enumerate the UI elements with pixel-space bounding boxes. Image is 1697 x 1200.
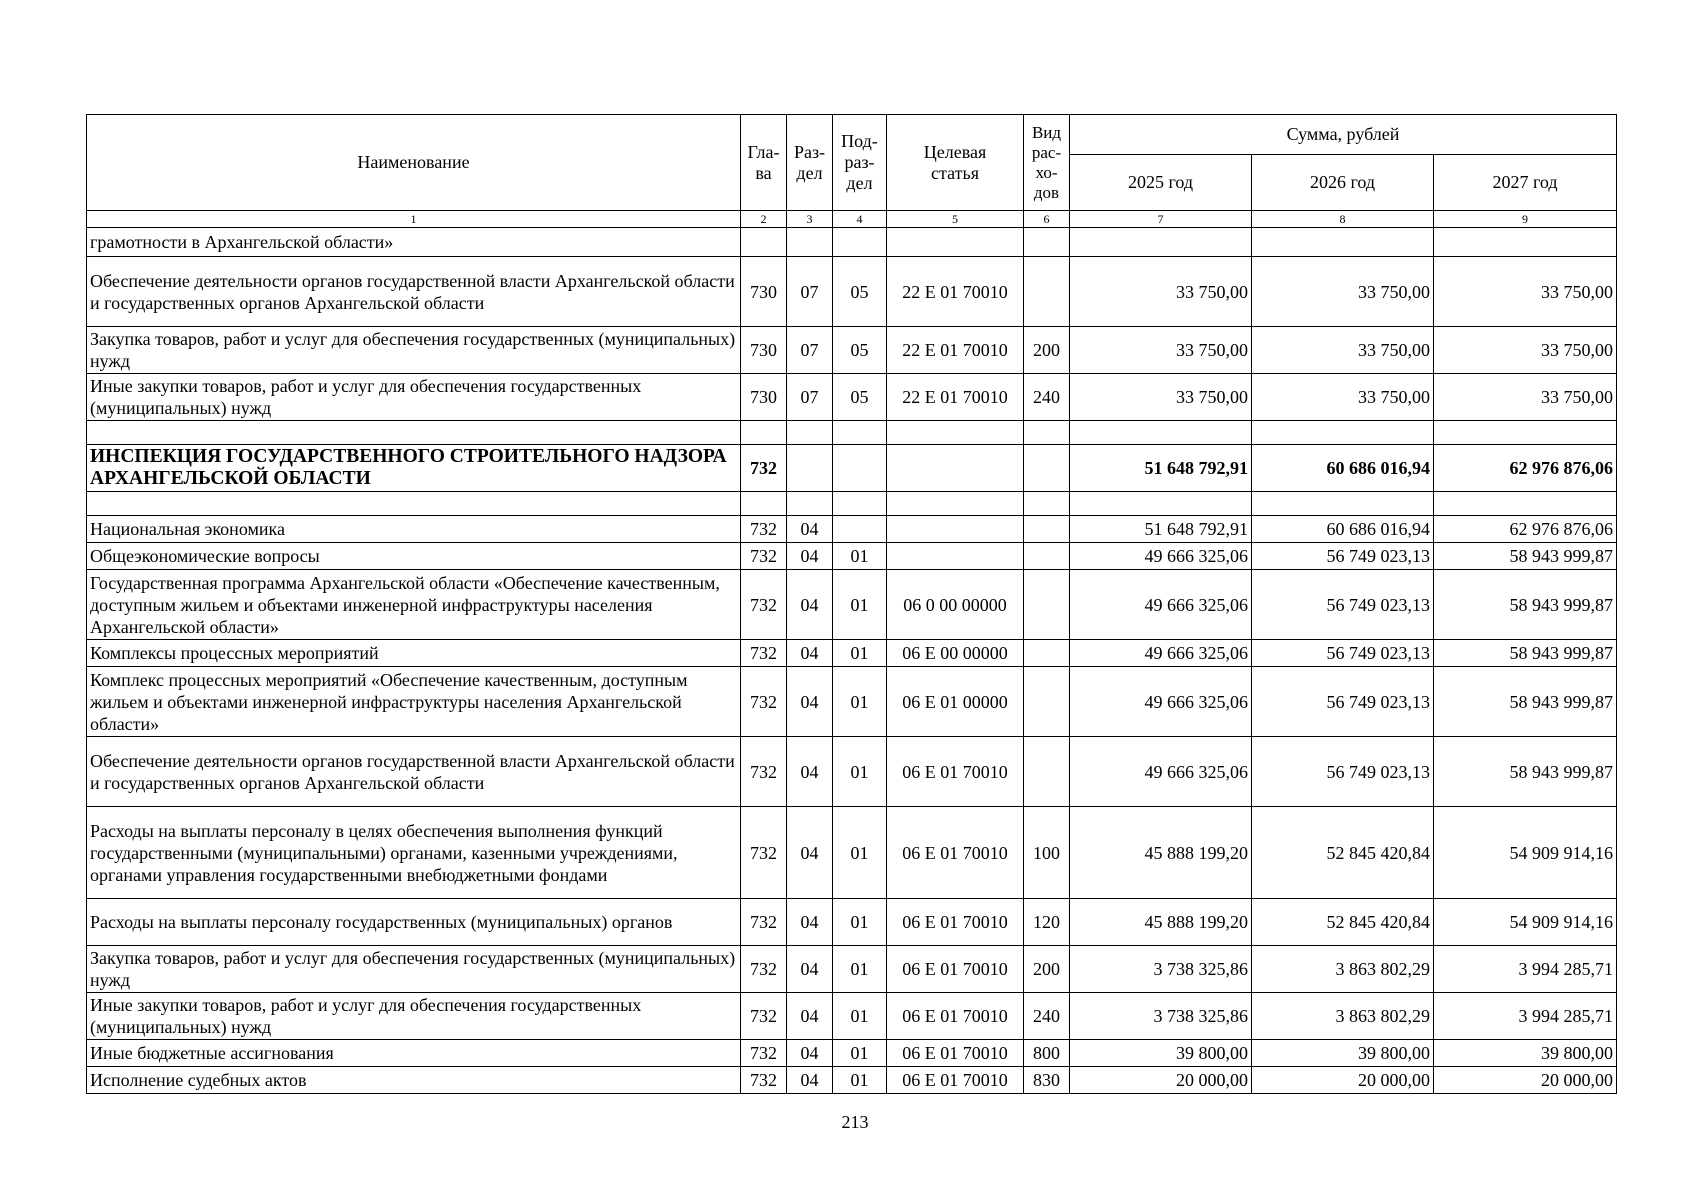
row-sum-2026: 56 749 023,13 — [1252, 570, 1434, 640]
row-glava: 732 — [741, 946, 787, 993]
table-row — [87, 228, 1617, 257]
row-sum-2026 — [1252, 228, 1434, 257]
row-sum-2025: 51 648 792,91 — [1070, 445, 1252, 492]
row-name: Обеспечение деятельности органов государственной власти Архангельской области и государственных органов Архангельской области — [87, 257, 741, 327]
header-name: Наименование — [87, 115, 741, 211]
header-year-2025: 2025 год — [1070, 155, 1252, 211]
row-target — [887, 445, 1024, 492]
row-sum-2026: 33 750,00 — [1252, 374, 1434, 421]
table-row — [87, 374, 1617, 421]
row-name: Общеэкономические вопросы — [87, 543, 741, 570]
row-vid — [1024, 516, 1070, 543]
table-row — [87, 492, 1617, 516]
row-razdel: 07 — [787, 327, 833, 374]
row-sum-2026: 39 800,00 — [1252, 1040, 1434, 1067]
row-target: 06 Е 01 70010 — [887, 1067, 1024, 1094]
row-vid — [1024, 570, 1070, 640]
row-sum-2027: 58 943 999,87 — [1434, 543, 1617, 570]
table-row — [87, 899, 1617, 946]
row-sum-2025: 33 750,00 — [1070, 257, 1252, 327]
row-glava — [741, 492, 787, 516]
row-sum-2027 — [1434, 228, 1617, 257]
row-sum-2025: 39 800,00 — [1070, 1040, 1252, 1067]
row-podrazdel: 05 — [833, 374, 887, 421]
row-podrazdel: 01 — [833, 667, 887, 737]
row-sum-2025: 33 750,00 — [1070, 327, 1252, 374]
row-name: Иные закупки товаров, работ и услуг для обеспечения государственных (муниципальных) нужд — [87, 374, 741, 421]
row-target — [887, 421, 1024, 445]
row-sum-2026: 3 863 802,29 — [1252, 946, 1434, 993]
row-sum-2027: 33 750,00 — [1434, 327, 1617, 374]
row-glava: 730 — [741, 327, 787, 374]
column-index: 1 — [87, 211, 741, 228]
row-sum-2027: 54 909 914,16 — [1434, 899, 1617, 946]
row-glava: 732 — [741, 445, 787, 492]
row-podrazdel: 01 — [833, 570, 887, 640]
row-glava: 732 — [741, 543, 787, 570]
row-podrazdel — [833, 445, 887, 492]
row-sum-2027: 33 750,00 — [1434, 374, 1617, 421]
row-name: Исполнение судебных актов — [87, 1067, 741, 1094]
table-row — [87, 327, 1617, 374]
table-row — [87, 1040, 1617, 1067]
row-sum-2027: 20 000,00 — [1434, 1067, 1617, 1094]
row-podrazdel — [833, 228, 887, 257]
row-vid — [1024, 667, 1070, 737]
column-index: 9 — [1434, 211, 1617, 228]
header-podrazdel: Под- раз- дел — [833, 115, 887, 211]
row-sum-2026 — [1252, 492, 1434, 516]
row-vid — [1024, 228, 1070, 257]
row-target — [887, 543, 1024, 570]
row-vid: 120 — [1024, 899, 1070, 946]
row-name — [87, 492, 741, 516]
row-sum-2025 — [1070, 228, 1252, 257]
column-index-row — [87, 211, 1617, 228]
row-podrazdel: 01 — [833, 543, 887, 570]
row-sum-2026: 56 749 023,13 — [1252, 667, 1434, 737]
header-year-2027: 2027 год — [1434, 155, 1617, 211]
row-sum-2025 — [1070, 492, 1252, 516]
row-sum-2026: 60 686 016,94 — [1252, 445, 1434, 492]
row-vid: 240 — [1024, 993, 1070, 1040]
column-index: 8 — [1252, 211, 1434, 228]
row-sum-2026: 60 686 016,94 — [1252, 516, 1434, 543]
table-row — [87, 807, 1617, 899]
row-sum-2027: 3 994 285,71 — [1434, 946, 1617, 993]
row-sum-2025: 3 738 325,86 — [1070, 946, 1252, 993]
row-sum-2026: 56 749 023,13 — [1252, 640, 1434, 667]
table-row — [87, 570, 1617, 640]
row-target: 06 Е 01 00000 — [887, 667, 1024, 737]
row-vid — [1024, 492, 1070, 516]
row-razdel: 07 — [787, 257, 833, 327]
row-glava: 732 — [741, 993, 787, 1040]
row-target: 22 Е 01 70010 — [887, 257, 1024, 327]
table-row — [87, 737, 1617, 807]
row-sum-2026: 52 845 420,84 — [1252, 807, 1434, 899]
row-podrazdel: 01 — [833, 1040, 887, 1067]
header-glava: Гла- ва — [741, 115, 787, 211]
table-body — [87, 228, 1617, 1094]
row-target: 06 Е 01 70010 — [887, 807, 1024, 899]
row-name — [87, 421, 741, 445]
row-glava: 732 — [741, 516, 787, 543]
row-sum-2027: 62 976 876,06 — [1434, 516, 1617, 543]
table-row — [87, 257, 1617, 327]
row-sum-2025: 33 750,00 — [1070, 374, 1252, 421]
row-vid: 800 — [1024, 1040, 1070, 1067]
table-row — [87, 445, 1617, 492]
column-index: 6 — [1024, 211, 1070, 228]
row-razdel: 04 — [787, 640, 833, 667]
row-podrazdel — [833, 516, 887, 543]
row-glava: 732 — [741, 667, 787, 737]
row-vid — [1024, 737, 1070, 807]
row-target — [887, 228, 1024, 257]
header-target: Целевая статья — [887, 115, 1024, 211]
row-target: 06 Е 00 00000 — [887, 640, 1024, 667]
row-sum-2026: 56 749 023,13 — [1252, 543, 1434, 570]
row-razdel: 04 — [787, 1067, 833, 1094]
row-razdel: 04 — [787, 570, 833, 640]
row-sum-2026: 52 845 420,84 — [1252, 899, 1434, 946]
table-row — [87, 516, 1617, 543]
row-podrazdel: 01 — [833, 946, 887, 993]
row-razdel — [787, 228, 833, 257]
row-vid: 200 — [1024, 327, 1070, 374]
row-glava: 732 — [741, 737, 787, 807]
row-name: Обеспечение деятельности органов государственной власти Архангельской области и государственных органов Архангельской области — [87, 737, 741, 807]
column-index: 5 — [887, 211, 1024, 228]
row-sum-2027 — [1434, 421, 1617, 445]
row-glava: 732 — [741, 640, 787, 667]
row-sum-2026: 3 863 802,29 — [1252, 993, 1434, 1040]
row-sum-2027: 58 943 999,87 — [1434, 570, 1617, 640]
row-razdel — [787, 421, 833, 445]
table-row — [87, 993, 1617, 1040]
row-vid — [1024, 543, 1070, 570]
column-index: 3 — [787, 211, 833, 228]
column-index: 7 — [1070, 211, 1252, 228]
table-row — [87, 640, 1617, 667]
column-index: 2 — [741, 211, 787, 228]
row-sum-2025: 3 738 325,86 — [1070, 993, 1252, 1040]
row-name: Расходы на выплаты персоналу государственных (муниципальных) органов — [87, 899, 741, 946]
row-razdel: 04 — [787, 946, 833, 993]
page-number: 213 — [841, 1112, 869, 1132]
row-razdel: 04 — [787, 899, 833, 946]
row-podrazdel: 01 — [833, 807, 887, 899]
row-sum-2025: 49 666 325,06 — [1070, 570, 1252, 640]
row-sum-2026: 20 000,00 — [1252, 1067, 1434, 1094]
row-razdel: 04 — [787, 667, 833, 737]
row-podrazdel: 01 — [833, 899, 887, 946]
row-glava: 730 — [741, 374, 787, 421]
row-name: Комплекс процессных мероприятий «Обеспечение качественным, доступным жильем и объектами инженерной инфраструктуры населения Архангельской области» — [87, 667, 741, 737]
row-sum-2027: 3 994 285,71 — [1434, 993, 1617, 1040]
row-name: грамотности в Архангельской области» — [87, 228, 741, 257]
row-sum-2027: 33 750,00 — [1434, 257, 1617, 327]
row-name: Закупка товаров, работ и услуг для обеспечения государственных (муниципальных) нужд — [87, 327, 741, 374]
budget-table — [86, 114, 1617, 1094]
row-sum-2026: 56 749 023,13 — [1252, 737, 1434, 807]
row-sum-2027: 54 909 914,16 — [1434, 807, 1617, 899]
row-vid — [1024, 257, 1070, 327]
row-glava — [741, 228, 787, 257]
row-podrazdel: 05 — [833, 327, 887, 374]
row-vid: 830 — [1024, 1067, 1070, 1094]
row-sum-2025: 45 888 199,20 — [1070, 899, 1252, 946]
row-sum-2027: 39 800,00 — [1434, 1040, 1617, 1067]
row-podrazdel: 01 — [833, 1067, 887, 1094]
row-glava: 730 — [741, 257, 787, 327]
row-sum-2027 — [1434, 492, 1617, 516]
row-razdel: 04 — [787, 993, 833, 1040]
row-glava: 732 — [741, 1040, 787, 1067]
header-sum: Сумма, рублей — [1070, 115, 1617, 155]
row-razdel — [787, 445, 833, 492]
row-target: 06 Е 01 70010 — [887, 1040, 1024, 1067]
row-sum-2025 — [1070, 421, 1252, 445]
row-sum-2025: 49 666 325,06 — [1070, 543, 1252, 570]
table-row — [87, 543, 1617, 570]
row-razdel: 04 — [787, 543, 833, 570]
row-target: 06 Е 01 70010 — [887, 993, 1024, 1040]
row-target: 22 Е 01 70010 — [887, 327, 1024, 374]
row-target: 06 Е 01 70010 — [887, 946, 1024, 993]
header-year-2026: 2026 год — [1252, 155, 1434, 211]
row-glava: 732 — [741, 1067, 787, 1094]
row-podrazdel — [833, 492, 887, 516]
row-podrazdel: 01 — [833, 640, 887, 667]
row-target — [887, 516, 1024, 543]
row-razdel — [787, 492, 833, 516]
row-name: Комплексы процессных мероприятий — [87, 640, 741, 667]
row-target: 22 Е 01 70010 — [887, 374, 1024, 421]
column-index: 4 — [833, 211, 887, 228]
table-row — [87, 1067, 1617, 1094]
table-row — [87, 667, 1617, 737]
row-podrazdel — [833, 421, 887, 445]
row-razdel: 04 — [787, 737, 833, 807]
row-glava: 732 — [741, 570, 787, 640]
row-vid — [1024, 421, 1070, 445]
row-sum-2025: 49 666 325,06 — [1070, 640, 1252, 667]
row-target: 06 0 00 00000 — [887, 570, 1024, 640]
row-razdel: 04 — [787, 807, 833, 899]
row-name: Государственная программа Архангельской области «Обеспечение качественным, доступным жильем и объектами инженерной инфраструктуры населения Архангельской области» — [87, 570, 741, 640]
row-glava: 732 — [741, 899, 787, 946]
row-sum-2027: 58 943 999,87 — [1434, 640, 1617, 667]
row-podrazdel: 01 — [833, 737, 887, 807]
row-sum-2027: 58 943 999,87 — [1434, 737, 1617, 807]
row-target: 06 Е 01 70010 — [887, 899, 1024, 946]
row-name: Закупка товаров, работ и услуг для обеспечения государственных (муниципальных) нужд — [87, 946, 741, 993]
row-target: 06 Е 01 70010 — [887, 737, 1024, 807]
row-vid — [1024, 640, 1070, 667]
row-sum-2026: 33 750,00 — [1252, 257, 1434, 327]
header-vid: Вид рас- хо- дов — [1024, 115, 1070, 211]
row-target — [887, 492, 1024, 516]
row-sum-2027: 58 943 999,87 — [1434, 667, 1617, 737]
row-name: ИНСПЕКЦИЯ ГОСУДАРСТВЕННОГО СТРОИТЕЛЬНОГО НАДЗОРА АРХАНГЕЛЬСКОЙ ОБЛАСТИ — [87, 445, 741, 492]
row-podrazdel: 05 — [833, 257, 887, 327]
table-row — [87, 946, 1617, 993]
row-razdel: 07 — [787, 374, 833, 421]
row-glava: 732 — [741, 807, 787, 899]
row-name: Иные закупки товаров, работ и услуг для обеспечения государственных (муниципальных) нужд — [87, 993, 741, 1040]
row-razdel: 04 — [787, 516, 833, 543]
row-sum-2025: 49 666 325,06 — [1070, 737, 1252, 807]
table-row — [87, 421, 1617, 445]
row-sum-2026: 33 750,00 — [1252, 327, 1434, 374]
row-podrazdel: 01 — [833, 993, 887, 1040]
row-razdel: 04 — [787, 1040, 833, 1067]
row-sum-2026 — [1252, 421, 1434, 445]
row-sum-2025: 45 888 199,20 — [1070, 807, 1252, 899]
row-sum-2025: 20 000,00 — [1070, 1067, 1252, 1094]
row-name: Национальная экономика — [87, 516, 741, 543]
row-sum-2027: 62 976 876,06 — [1434, 445, 1617, 492]
row-sum-2025: 49 666 325,06 — [1070, 667, 1252, 737]
row-vid: 240 — [1024, 374, 1070, 421]
row-name: Расходы на выплаты персоналу в целях обеспечения выполнения функций государственными (муниципальными) органами, казенными учреждениями, органами управления государственными внебюджетными фондами — [87, 807, 741, 899]
row-glava — [741, 421, 787, 445]
row-vid: 100 — [1024, 807, 1070, 899]
row-sum-2025: 51 648 792,91 — [1070, 516, 1252, 543]
row-vid: 200 — [1024, 946, 1070, 993]
row-vid — [1024, 445, 1070, 492]
row-name: Иные бюджетные ассигнования — [87, 1040, 741, 1067]
header-razdel: Раз- дел — [787, 115, 833, 211]
